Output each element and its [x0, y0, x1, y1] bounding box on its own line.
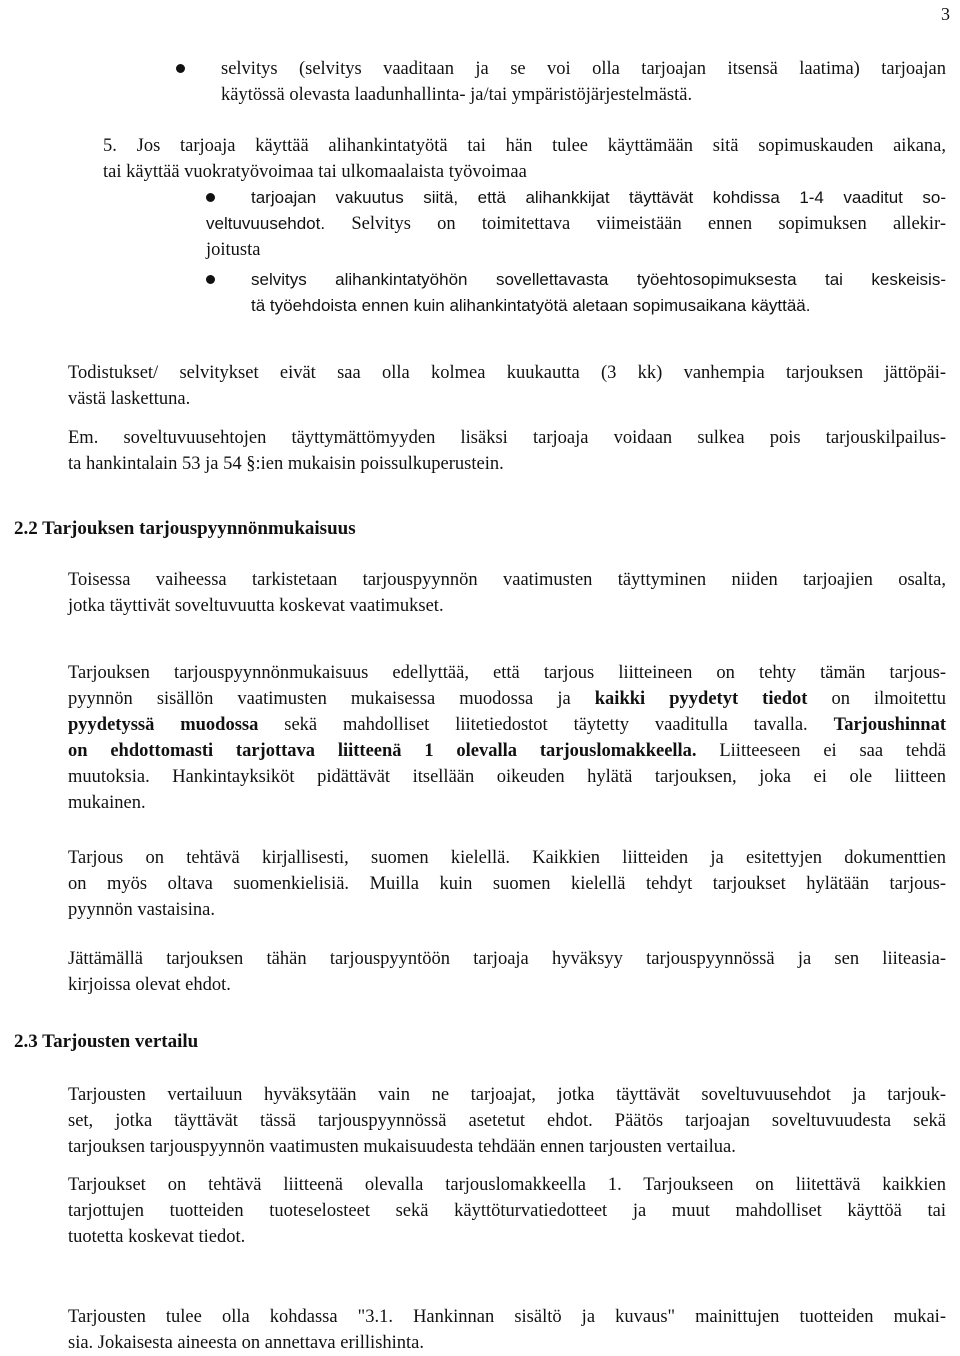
list-item-continued [206, 211, 946, 263]
paragraph-line: set, jotka täyttävät tässä tarjouspyynnössä asetetut ehdot. Päätös tarjoajan soveltuvuudesta sekä [68, 1111, 946, 1131]
bullet-line: joitusta [206, 240, 261, 260]
paragraph-line: muutoksia. Hankintayksiköt pidättävät itsellään oikeuden hylätä tarjouksen, joka ei ole liitteen [68, 767, 946, 787]
paragraph-line: Tarjousten tulee olla kohdassa "3.1. Hankinnan sisältö ja kuvaus" mainittujen tuotteiden mukai- [68, 1307, 946, 1327]
bullet-line: tä työehdoista ennen kuin alihankintatyötä aletaan sopimusaikana käyttää. [251, 296, 811, 315]
paragraph-line: Tarjous on tehtävä kirjallisesti, suomen kielellä. Kaikkien liitteiden ja esitettyjen dokumenttien [68, 848, 946, 868]
paragraph-line: Todistukset/ selvitykset eivät saa olla kolmea kuukautta (3 kk) vanhempia tarjouksen jättöpäi- [68, 363, 946, 383]
paragraph [68, 1172, 946, 1250]
bullet-line: selvitys (selvitys vaaditaan ja se voi olla tarjoajan itsensä laatima) tarjoajan [221, 59, 946, 79]
paragraph [68, 360, 946, 412]
paragraph-line: jotka täyttivät soveltuvuutta koskevat vaatimukset. [68, 596, 444, 616]
paragraph-line: Jättämällä tarjouksen tähän tarjouspyyntöön tarjoaja hyväksyy tarjouspyynnössä ja sen liiteasia- [68, 949, 946, 969]
bullet-text-sans: veltuvuusehdot. [206, 214, 326, 233]
list-item [251, 267, 946, 319]
bullet-line: käytössä olevasta laadunhallinta- ja/tai ympäristöjärjestelmästä. [221, 85, 693, 105]
item-line: tai käyttää vuokratyövoimaa tai ulkomaalaista työvoimaa [103, 162, 527, 182]
paragraph [68, 425, 946, 477]
list-item [251, 185, 946, 211]
paragraph-line: tuotetta koskevat tiedot. [68, 1227, 246, 1247]
bold-text: kaikki pyydetyt tiedot [594, 689, 808, 709]
paragraph-line: pyynnön vastaisina. [68, 900, 215, 920]
text-run: pyynnön sisällön vaatimusten mukaisessa muodossa ja [68, 689, 595, 709]
paragraph [68, 567, 946, 619]
paragraph-line: tarjouksen tarjouspyynnön vaatimusten mukaisuudesta tehdään ennen tarjousten vertailua. [68, 1137, 736, 1157]
paragraph-line: Tarjouksen tarjouspyynnönmukaisuus edellyttää, että tarjous liitteineen on tehty tämän tarjous- [68, 663, 946, 683]
paragraph-line: Em. soveltuvuusehtojen täyttymättömyyden lisäksi tarjoaja voidaan sulkea pois tarjouskilpailus- [68, 428, 946, 448]
text-run: sekä mahdolliset liitetiedostot täytetty vaaditulla tavalla. [258, 715, 834, 735]
paragraph [68, 660, 946, 816]
bold-text: Tarjoushinnat [833, 715, 946, 735]
bullet-line: tarjoajan vakuutus siitä, että alihankkijat täyttävät kohdissa 1-4 vaaditut so- [251, 188, 946, 207]
text-run: Liitteeseen ei saa tehdä [696, 741, 946, 761]
section-heading: 2.3 Tarjousten vertailu [14, 1031, 199, 1052]
paragraph-line: Tarjousten vertailuun hyväksytään vain ne tarjoajat, jotka täyttävät soveltuvuusehdot ja tarjouk- [68, 1085, 946, 1105]
paragraph [68, 845, 946, 923]
numbered-item [103, 133, 946, 185]
list-item [221, 56, 946, 108]
bullet-text: Selvitys on toimitettava viimeistään ennen sopimuksen allekir- [325, 214, 946, 234]
bold-text: on ehdottomasti tarjottava liitteenä 1 olevalla tarjouslomakkeella. [68, 741, 697, 761]
paragraph-line: Toisessa vaiheessa tarkistetaan tarjouspyynnön vaatimusten täyttyminen niiden tarjoajien osalta, [68, 570, 946, 590]
paragraph-line: tarjottujen tuotteiden tuoteselosteet sekä käyttöturvatiedotteet ja muut mahdolliset käyttöä tai [68, 1201, 946, 1221]
section-heading: 2.2 Tarjouksen tarjouspyynnönmukaisuus [14, 518, 356, 539]
paragraph-line: ta hankintalain 53 ja 54 §:ien mukaisin poissulkuperustein. [68, 454, 504, 474]
paragraph [68, 1082, 946, 1160]
paragraph-line: västä laskettuna. [68, 389, 191, 409]
page-number: 3 [941, 4, 950, 24]
text-run: on ilmoitettu [807, 689, 946, 709]
paragraph-line: sia. Jokaisesta aineesta on annettava erillishinta. [68, 1333, 425, 1353]
paragraph-line: Tarjoukset on tehtävä liitteenä olevalla tarjouslomakkeella 1. Tarjoukseen on liitettävä kaikkien [68, 1175, 946, 1195]
paragraph [68, 1304, 946, 1356]
item-line: 5. Jos tarjoaja käyttää alihankintatyötä tai hän tulee käyttämään sitä sopimuskauden aikana, [103, 136, 946, 156]
paragraph-line: on myös oltava suomenkielisiä. Muilla kuin suomen kielellä tehdyt tarjoukset hylätään tarjous- [68, 874, 946, 894]
paragraph-line: mukainen. [68, 793, 146, 813]
paragraph-line: kirjoissa olevat ehdot. [68, 975, 231, 995]
bullet-line: selvitys alihankintatyöhön sovellettavasta työehtosopimuksesta tai keskeisis- [251, 270, 946, 289]
bold-text: pyydetyssä muodossa [68, 715, 259, 735]
paragraph [68, 946, 946, 998]
